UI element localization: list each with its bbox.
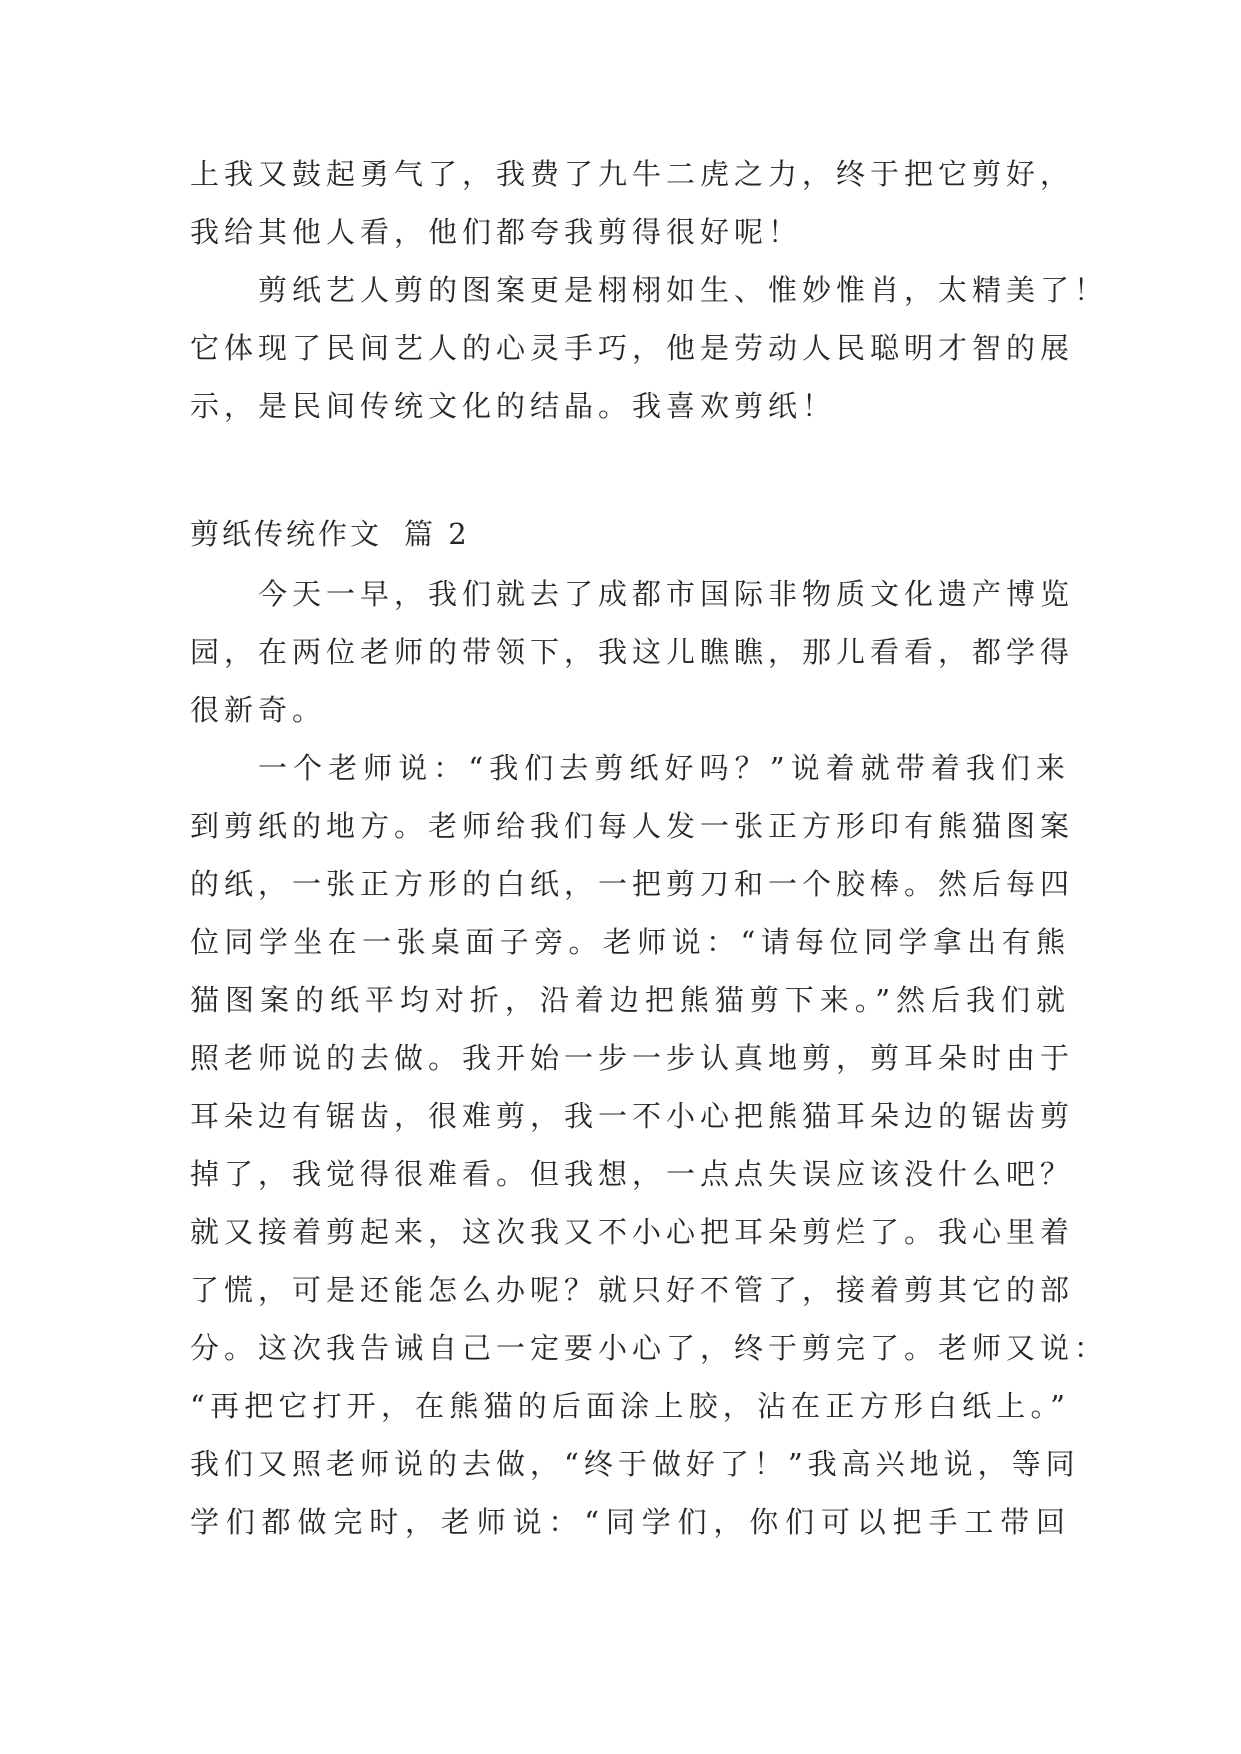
text-line: 我给其他人看，他们都夸我剪得很好呢！ [190, 215, 803, 249]
text-line: 学们都做完时，老师说：“同学们，你们可以把手工带回 [190, 1505, 1070, 1539]
text-line: 了慌，可是还能怎么办呢？就只好不管了，接着剪其它的部 [190, 1273, 1075, 1307]
text-line: 很新奇。 [190, 693, 327, 727]
text-line: 到剪纸的地方。老师给我们每人发一张正方形印有熊猫图案 [190, 809, 1075, 843]
text-line: 分。这次我告诫自己一定要小心了，终于剪完了。老师又说： [190, 1331, 1109, 1365]
text-line: 它体现了民间艺人的心灵手巧，他是劳动人民聪明才智的展 [190, 331, 1075, 365]
intro-continuation-paragraph [190, 145, 1075, 261]
closing-paragraph [190, 261, 1109, 435]
text-line: 一个老师说：“我们去剪纸好吗？”说着就带着我们来 [258, 751, 1070, 785]
text-line: 掉了，我觉得很难看。但我想，一点点失误应该没什么吧？ [190, 1157, 1075, 1191]
text-line: 示，是民间传统文化的结晶。我喜欢剪纸！ [190, 389, 837, 423]
text-line: 就又接着剪起来，这次我又不小心把耳朵剪烂了。我心里着 [190, 1215, 1075, 1249]
text-line: 位同学坐在一张桌面子旁。老师说：“请每位同学拿出有熊 [190, 925, 1070, 959]
text-line: 今天一早，我们就去了成都市国际非物质文化遗产博览 [258, 577, 1075, 611]
text-line: 园，在两位老师的带领下，我这儿瞧瞧，那儿看看，都学得 [190, 635, 1075, 669]
text-line: 猫图案的纸平均对折，沿着边把熊猫剪下来。”然后我们就 [190, 983, 1070, 1017]
text-line: 耳朵边有锯齿，很难剪，我一不小心把熊猫耳朵边的锯齿剪 [190, 1099, 1075, 1133]
section-number: 篇 2 [404, 517, 470, 551]
text-line: 剪纸艺人剪的图案更是栩栩如生、惟妙惟肖，太精美了！ [258, 273, 1109, 307]
paragraph-2 [190, 739, 1109, 1551]
text-line: 上我又鼓起勇气了，我费了九牛二虎之力，终于把它剪好， [190, 157, 1075, 191]
section-heading [190, 512, 470, 556]
paragraph-1 [190, 565, 1075, 739]
section-title: 剪纸传统作文 [190, 517, 383, 551]
text-line: 照老师说的去做。我开始一步一步认真地剪，剪耳朵时由于 [190, 1041, 1075, 1075]
text-line: 的纸，一张正方形的白纸，一把剪刀和一个胶棒。然后每四 [190, 867, 1075, 901]
text-line: “再把它打开，在熊猫的后面涂上胶，沾在正方形白纸上。” [190, 1389, 1070, 1423]
text-line: 我们又照老师说的去做，“终于做好了！”我高兴地说，等同 [190, 1447, 1080, 1481]
